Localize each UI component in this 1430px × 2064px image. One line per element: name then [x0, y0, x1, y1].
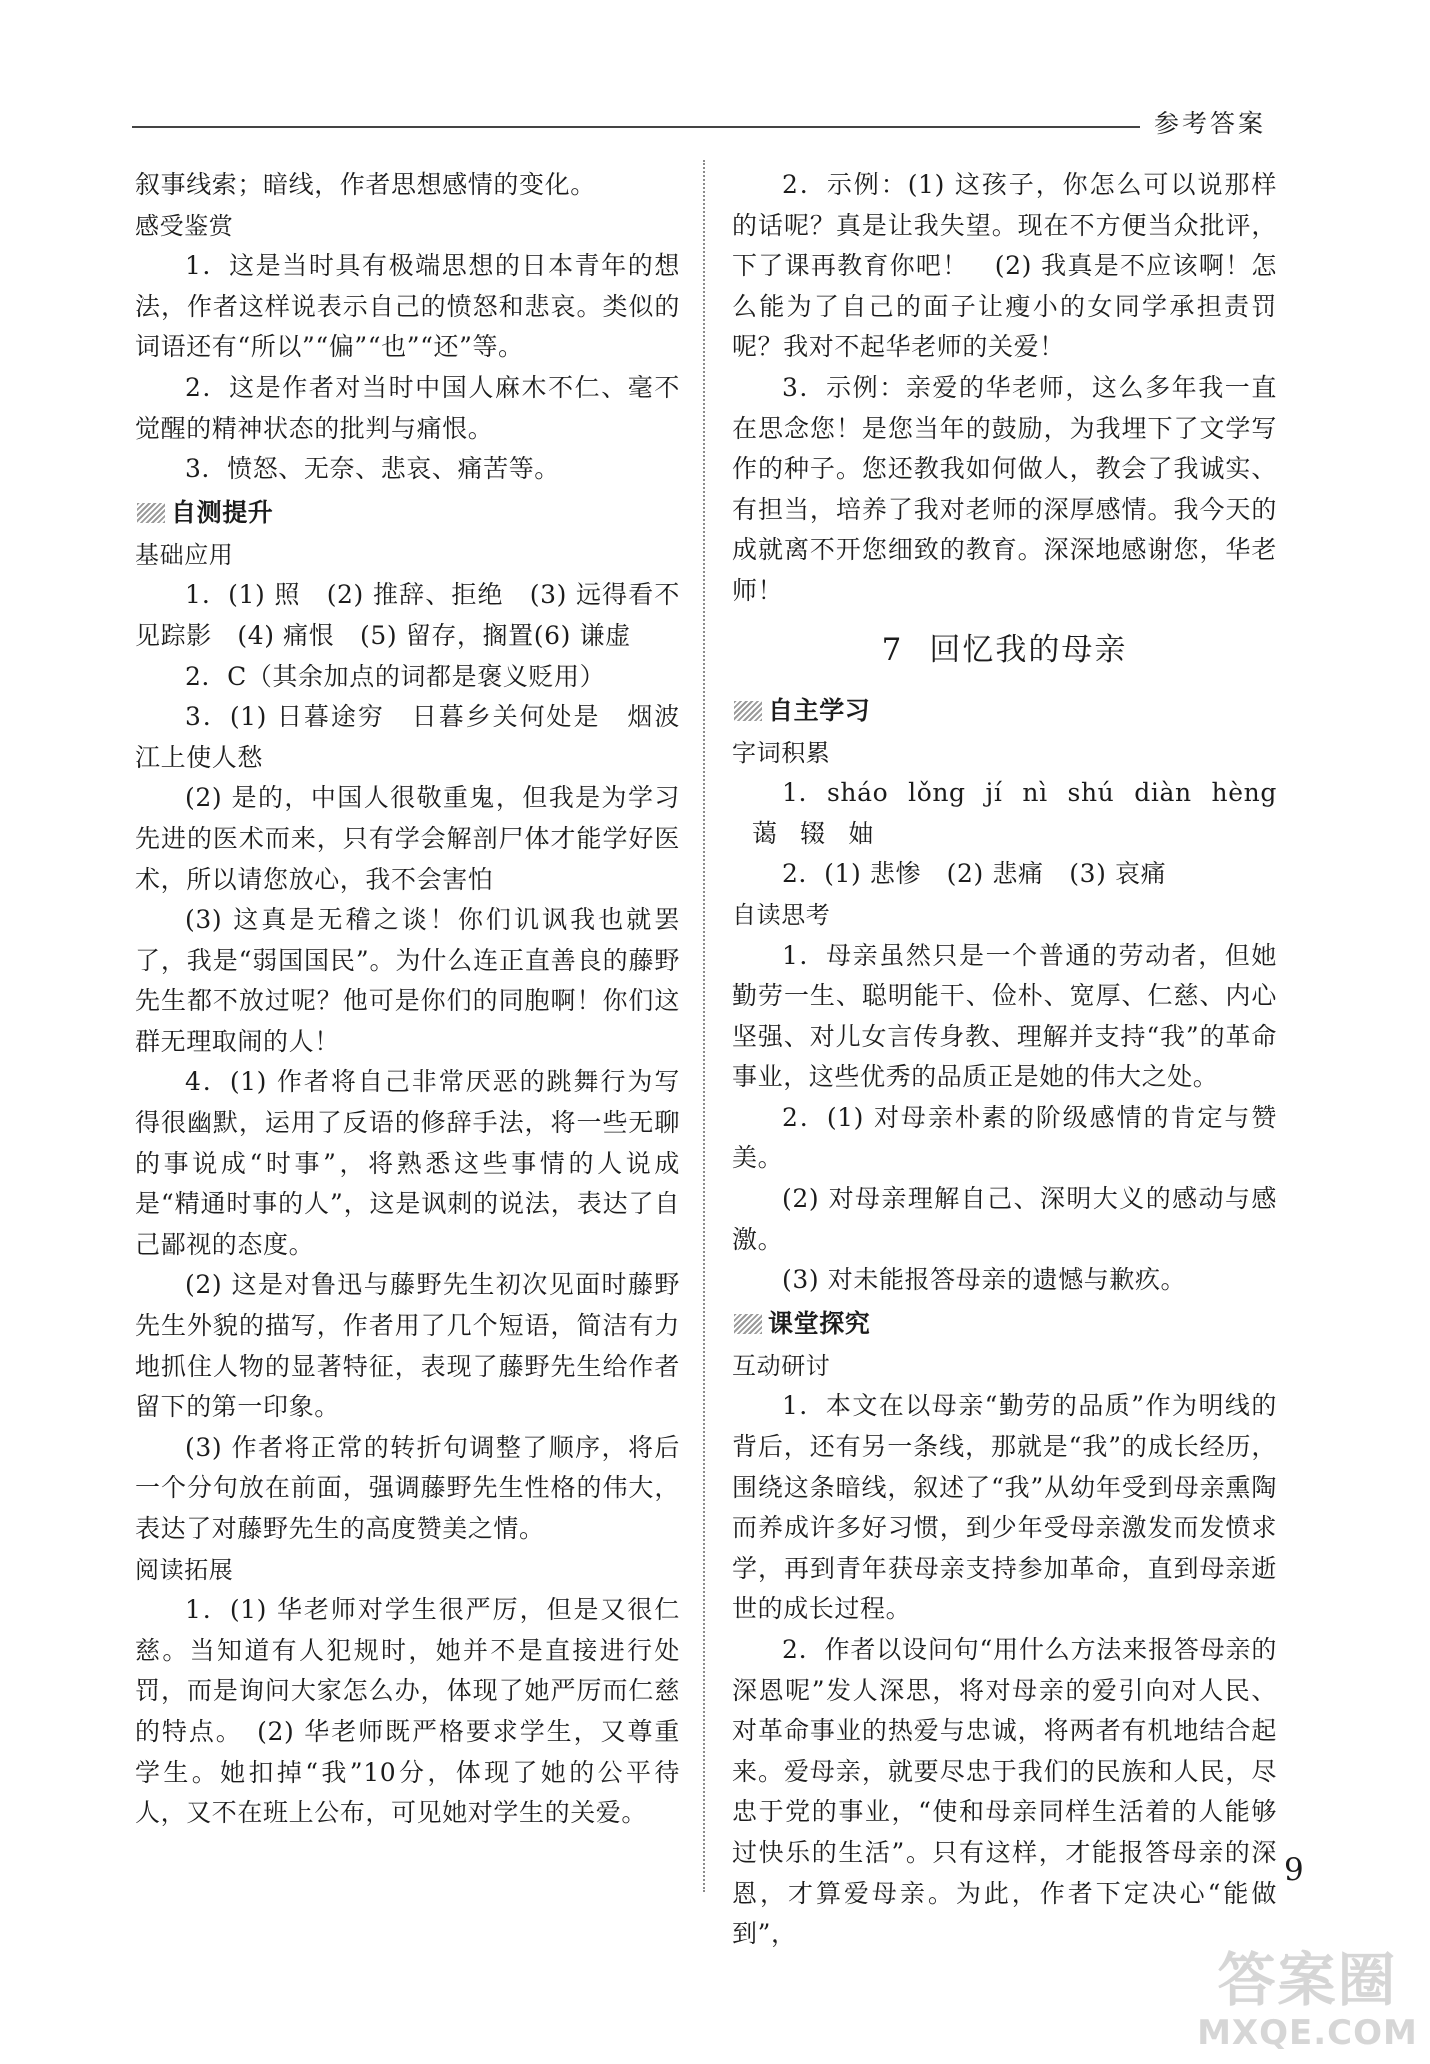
subheading: 自读思考	[732, 900, 831, 929]
pinyin-item: hèng	[1211, 778, 1277, 808]
paragraph: (3) 这真是无稽之谈！你们讥讽我也就罢了，我是“弱国国民”。为什么连正直善良的藤野先生都不放过呢？他可是你们的同胞啊！你们这群无理取闹的人！	[135, 905, 680, 1056]
header-rule	[132, 126, 1140, 128]
subheading: 阅读拓展	[135, 1555, 234, 1584]
subheading: 感受鉴赏	[135, 211, 234, 240]
paragraph: 3．示例：亲爱的华老师，这么多年我一直在思念您！是您当年的鼓励，为我埋下了文学写作的种子。您还教我如何做人，教会了我诚实、有担当，培养了我对老师的深厚感情。我今天的成就离不开您细致的教育。深深地感谢您，华老师！	[732, 372, 1277, 605]
section-heading-label: 课堂探究	[768, 1308, 871, 1338]
paragraph: (2) 这是对鲁迅与藤野先生初次见面时藤野先生外貌的描写，作者用了几个短语，简洁有力地抓住人物的显著特征，表现了藤野先生给作者留下的第一印象。	[135, 1270, 680, 1422]
pinyin-item: sháo	[826, 778, 889, 808]
subheading: 基础应用	[135, 540, 234, 569]
section-marker-icon	[734, 1314, 762, 1334]
watermark-logo	[1195, 1945, 1420, 2060]
paragraph: 1．本文在以母亲“勤劳的品质”作为明线的背后，还有另一条线，那就是“我”的成长经历，围绕这条暗线，叙述了“我”从幼年受到母亲熏陶而养成许多好习惯，到少年受母亲激发而发愤求学，再到青年获母亲支持参加革命，直到母亲逝世的成长过程。	[732, 1391, 1277, 1624]
left-column	[135, 165, 680, 1834]
paragraph: (2) 对母亲理解自己、深明大义的感动与感激。	[732, 1184, 1277, 1254]
paragraph: 2．(1) 悲惨 (2) 悲痛 (3) 哀痛	[782, 859, 1167, 889]
paragraph: 1．(1) 照 (2) 推辞、拒绝 (3) 远得看不见踪影 (4) 痛恨 (5) 留存，搁置(6) 谦虚	[135, 580, 680, 650]
paragraph: 3．(1) 日暮途穷 日暮乡关何处是 烟波江上使人愁	[135, 702, 680, 772]
pinyin-item: nì	[1022, 778, 1048, 808]
section-heading-label: 自主学习	[768, 695, 871, 725]
subheading: 互动研讨	[732, 1351, 831, 1380]
pinyin-item: jí	[985, 778, 1003, 808]
char-item: 妯	[848, 818, 874, 848]
char-item: 蔼	[752, 818, 778, 848]
header-title: 参考答案	[1154, 109, 1267, 138]
paragraph: 2．C（其余加点的词都是褒义贬用）	[185, 661, 606, 691]
paragraph: 2．作者以设问句“用什么方法来报答母亲的深恩呢”发人深思，将对母亲的爱引向对人民、对革命事业的热爱与忠诚，将两者有机地结合起来。爱母亲，就要尽忠于我们的民族和人民，尽忠于党的事业，“使和母亲同样生活着的人能够过快乐的生活”。只有这样，才能报答母亲的深恩，才算爱母亲。为此，作者下定决心“能做到”，	[732, 1635, 1277, 1949]
section-heading	[135, 490, 680, 535]
column-divider	[703, 160, 705, 1892]
paragraph: (2) 是的，中国人很敬重鬼，但我是为学习先进的医术而来，只有学会解剖尸体才能学好医术，所以请您放心，我不会害怕	[135, 783, 680, 894]
section-heading-label: 自测提升	[171, 497, 274, 527]
paragraph: 4．(1) 作者将自己非常厌恶的跳舞行为写得很幽默，运用了反语的修辞手法，将一些无聊的事说成“时事”，将熟悉这些事情的人说成是“精通时事的人”，这是讽刺的说法，表达了自己鄙视的态度。	[135, 1067, 680, 1259]
paragraph: 2．(1) 对母亲朴素的阶级感情的肯定与赞美。	[732, 1102, 1277, 1173]
subheading: 字词积累	[732, 738, 831, 767]
paragraph: 1．这是当时具有极端思想的日本青年的想法，作者这样说表示自己的愤怒和悲哀。类似的词语还有“所以”“偏”“也”“还”等。	[135, 251, 680, 362]
paragraph: 2．示例：(1) 这孩子，你怎么可以说那样的话呢？真是让我失望。现在不方便当众批评，下了课再教育你吧！ (2) 我真是不应该啊！怎么能为了自己的面子让瘦小的女同学承担责罚呢？我对不起华老师的关爱！	[732, 170, 1277, 362]
section-marker-icon	[734, 701, 762, 721]
section-heading	[732, 688, 1277, 733]
watermark-text: 答案圈	[1217, 1946, 1398, 2014]
paragraph: (3) 对未能报答母亲的遗憾与歉疚。	[782, 1265, 1187, 1295]
lesson-number: 7	[881, 631, 904, 668]
pinyin-item: diàn	[1134, 778, 1192, 808]
page-number: 9	[1284, 1852, 1304, 1888]
pinyin-number: 1.	[782, 778, 808, 808]
lesson-title	[732, 612, 1277, 688]
paragraph: 2．这是作者对当时中国人麻木不仁、毫不觉醒的精神状态的批判与痛恨。	[135, 372, 680, 443]
pinyin-item: lǒng	[908, 778, 966, 808]
right-column	[732, 165, 1277, 1955]
paragraph: 叙事线索；暗线，作者思想感情的变化。	[135, 170, 596, 199]
paragraph: (3) 作者将正常的转折句调整了顺序，将后一个分句放在前面，强调藤野先生性格的伟大，表达了对藤野先生的高度赞美之情。	[135, 1432, 680, 1543]
section-heading	[732, 1301, 1277, 1346]
paragraph: 3．愤怒、无奈、悲哀、痛苦等。	[185, 454, 560, 484]
paragraph: 1．(1) 华老师对学生很严厉，但是又很仁慈。当知道有人犯规时，她并不是直接进行处罚，而是询问大家怎么办，体现了她严厉而仁慈的特点。 (2) 华老师既严格要求学生，又尊重学生。她扣掉“我”10分，体现了她的公平待人，又不在班上公布，可见她对学生的关爱。	[135, 1595, 680, 1828]
char-item: 辍	[800, 818, 826, 848]
paragraph: 1．母亲虽然只是一个普通的劳动者，但她勤劳一生、聪明能干、俭朴、宽厚、仁慈、内心坚强、对儿女言传身教、理解并支持“我”的革命事业，这些优秀的品质正是她的伟大之处。	[732, 940, 1277, 1092]
lesson-title-text: 回忆我的母亲	[929, 631, 1128, 668]
section-marker-icon	[137, 503, 165, 523]
chars-row	[732, 814, 1277, 855]
pinyin-item: shú	[1067, 778, 1115, 808]
pinyin-row	[732, 773, 1277, 814]
watermark-url: MXQE.COM	[1197, 2013, 1418, 2053]
